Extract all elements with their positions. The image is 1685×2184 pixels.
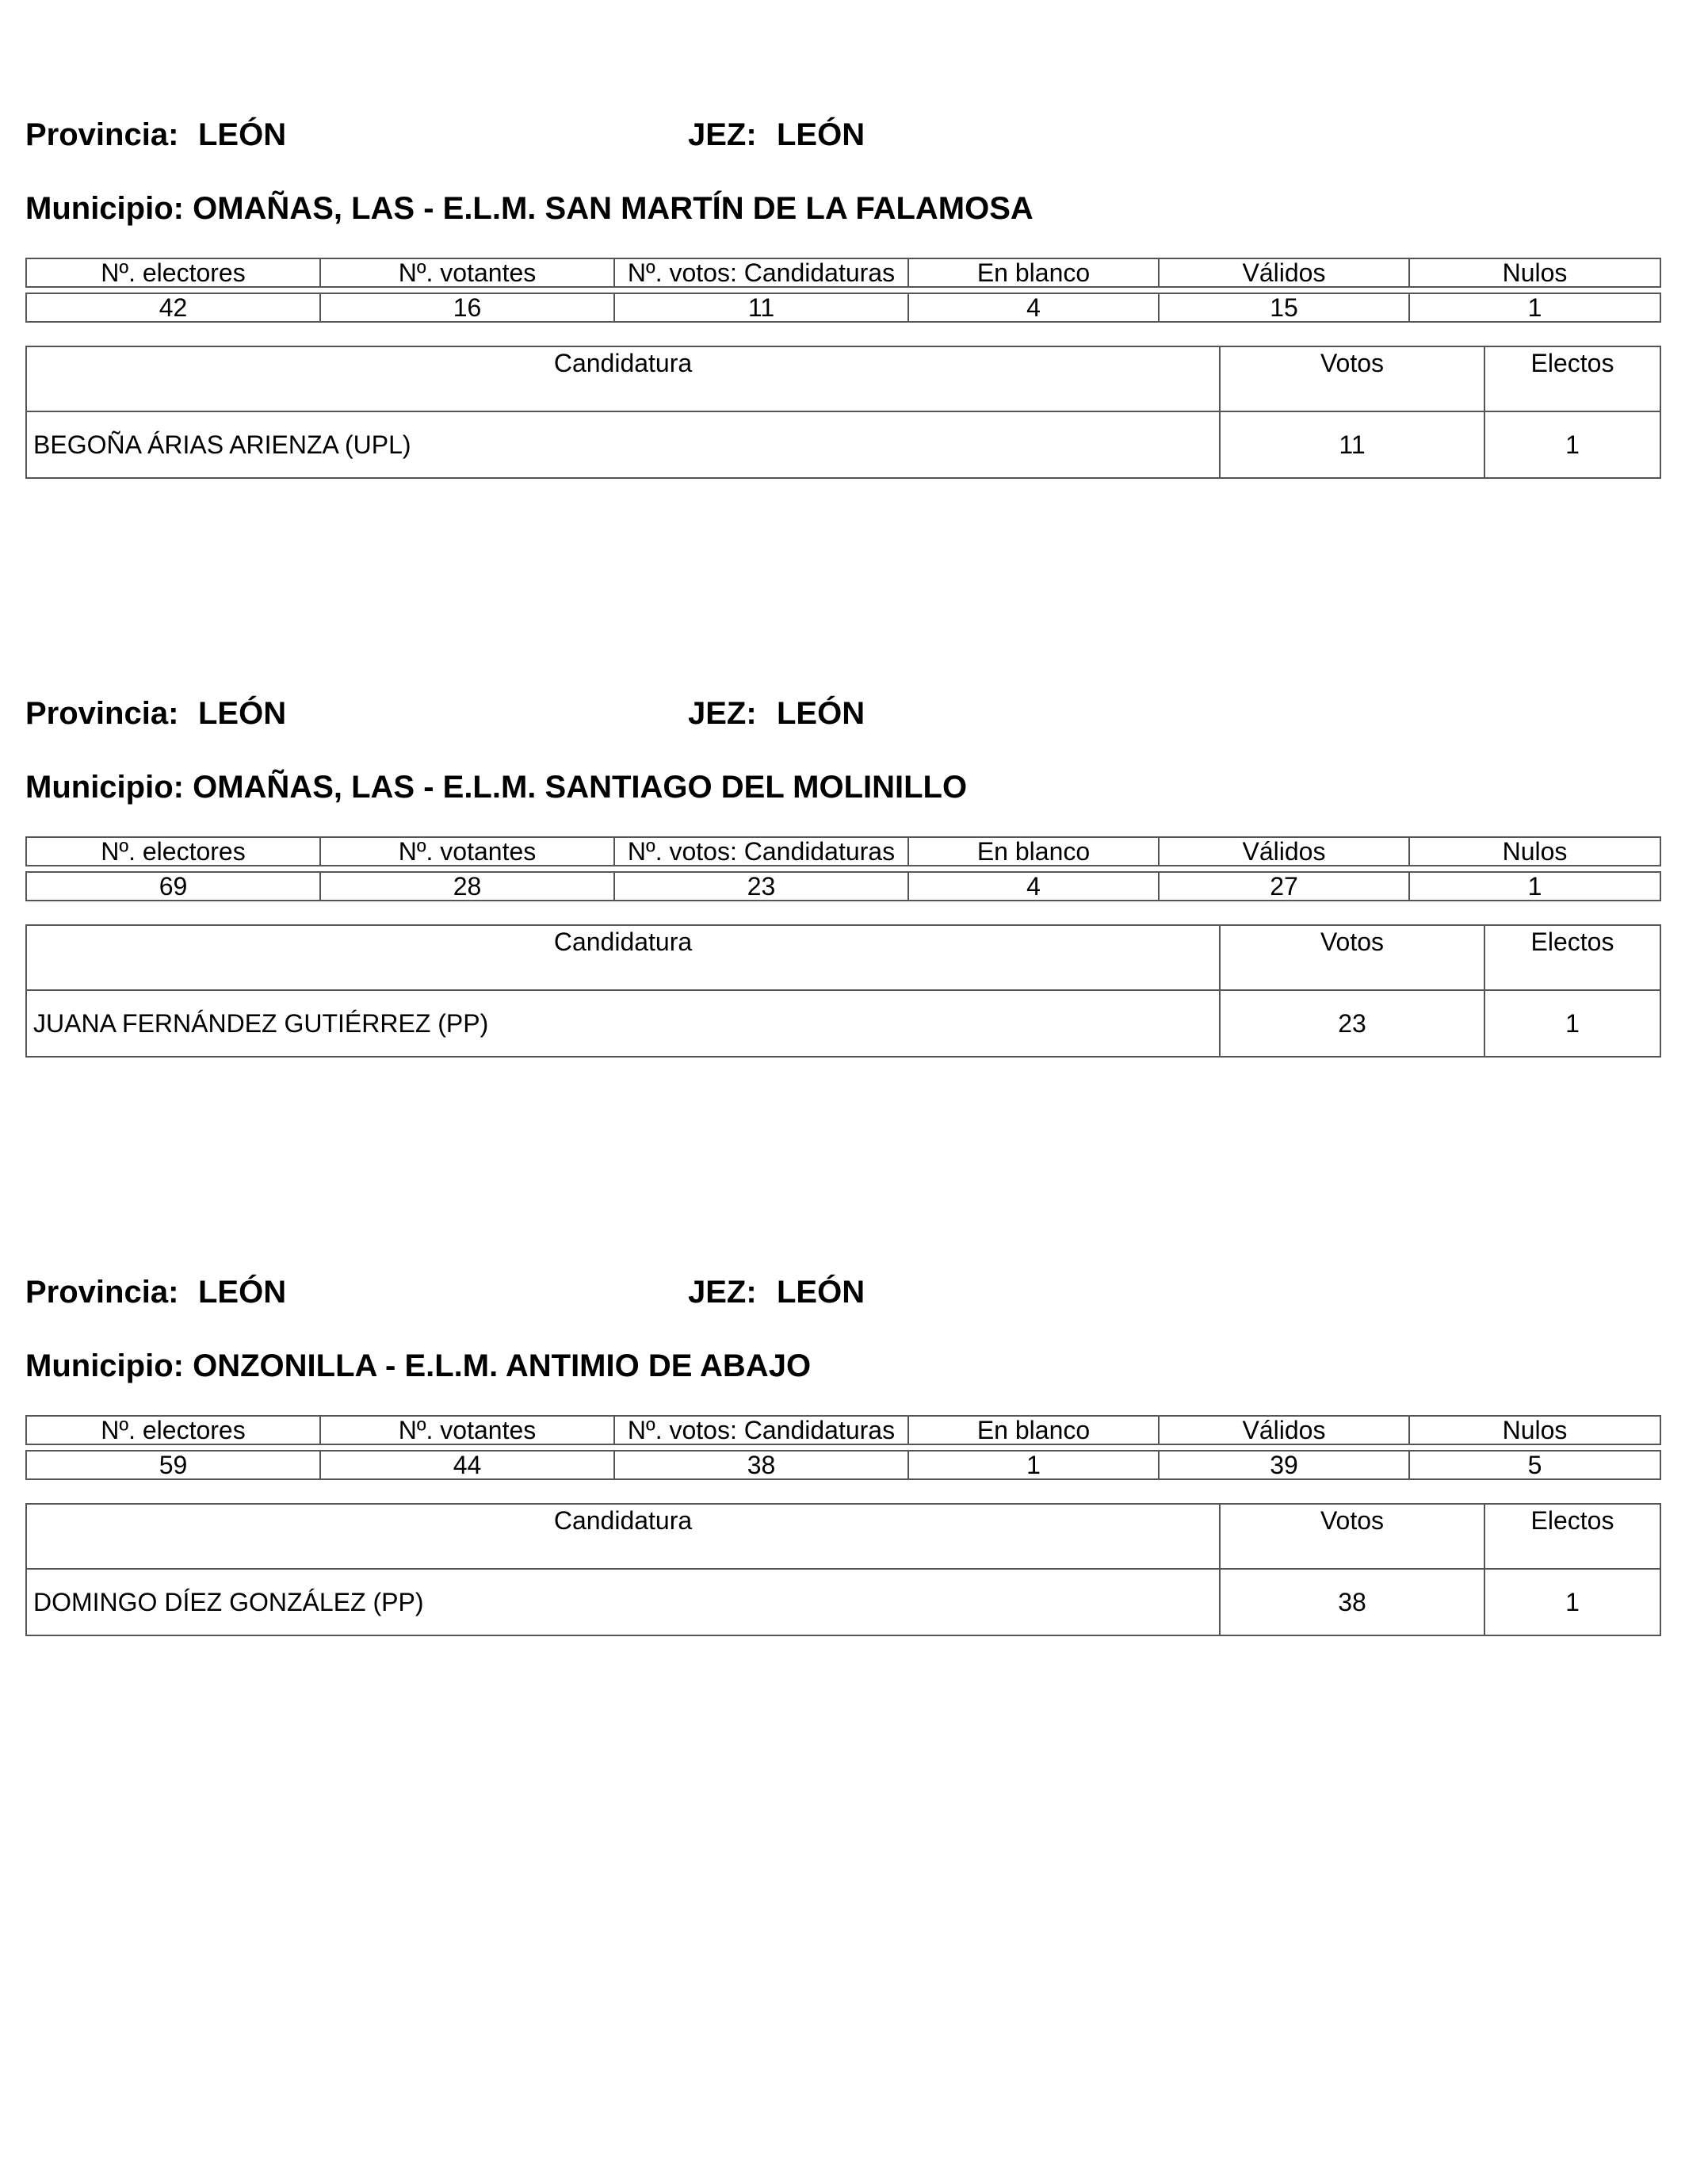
stats-header-cell: Nº. electores [26, 1416, 320, 1444]
jez-value: LEÓN [777, 696, 865, 731]
candidates-table [25, 1503, 1661, 1636]
stats-value-cell: 28 [320, 872, 614, 901]
stats-table [25, 258, 1661, 323]
candidate-name: BEGOÑA ÁRIAS ARIENZA (UPL) [26, 411, 1220, 478]
stats-header-cell: Válidos [1159, 1416, 1409, 1444]
candidate-name: DOMINGO DÍEZ GONZÁLEZ (PP) [26, 1569, 1220, 1635]
stats-header-cell: En blanco [908, 258, 1159, 287]
stats-value-cell: 4 [908, 293, 1159, 322]
stats-value-cell: 39 [1159, 1451, 1409, 1479]
stats-header-cell: Nº. votantes [320, 837, 614, 866]
votos-header: Votos [1220, 925, 1484, 990]
candidates-table [25, 924, 1661, 1058]
candidatura-header: Candidatura [26, 1504, 1220, 1569]
stats-header-cell: Válidos [1159, 258, 1409, 287]
candidates-header-row [26, 925, 1660, 990]
stats-value-cell: 4 [908, 872, 1159, 901]
jez-label: JEZ: [688, 1275, 757, 1310]
provincia-label: Provincia: [25, 117, 179, 152]
provincia-value: LEÓN [198, 1275, 287, 1310]
stats-value-cell: 1 [1409, 293, 1660, 322]
stats-value-cell: 1 [1409, 872, 1660, 901]
municipio-value: ONZONILLA - E.L.M. ANTIMIO DE ABAJO [193, 1348, 812, 1383]
stats-header-cell: Nº. votantes [320, 258, 614, 287]
stats-value-cell: 27 [1159, 872, 1409, 901]
candidate-electos: 1 [1484, 1569, 1660, 1635]
candidate-votos: 11 [1220, 411, 1484, 478]
votos-header: Votos [1220, 1504, 1484, 1569]
municipio-label: Municipio: [25, 770, 184, 805]
stats-value-row [26, 1451, 1660, 1479]
candidate-row [26, 990, 1660, 1057]
provincia-value: LEÓN [198, 696, 287, 731]
stats-value-cell: 16 [320, 293, 614, 322]
stats-value-cell: 42 [26, 293, 320, 322]
stats-header-cell: En blanco [908, 837, 1159, 866]
candidate-row [26, 1569, 1660, 1635]
municipio-line [25, 1342, 811, 1390]
municipio-label: Municipio: [25, 1348, 184, 1383]
candidates-table [25, 346, 1661, 479]
stats-value-cell: 38 [614, 1451, 908, 1479]
provincia-value: LEÓN [198, 117, 287, 152]
electos-header: Electos [1484, 346, 1660, 411]
stats-header-cell: Nº. electores [26, 837, 320, 866]
candidate-votos: 38 [1220, 1569, 1484, 1635]
municipio-line [25, 763, 967, 811]
stats-header-row [26, 258, 1660, 287]
candidate-electos: 1 [1484, 411, 1660, 478]
stats-table [25, 836, 1661, 901]
stats-header-cell: Nulos [1409, 837, 1660, 866]
stats-value-cell: 23 [614, 872, 908, 901]
stats-value-cell: 5 [1409, 1451, 1660, 1479]
header-line [25, 111, 1660, 159]
stats-gap [26, 287, 1660, 293]
stats-header-cell: Nº. votantes [320, 1416, 614, 1444]
stats-value-cell: 59 [26, 1451, 320, 1479]
candidates-header-row [26, 1504, 1660, 1569]
candidatura-header: Candidatura [26, 925, 1220, 990]
stats-table [25, 1415, 1661, 1480]
provincia-label: Provincia: [25, 696, 179, 731]
stats-value-cell: 1 [908, 1451, 1159, 1479]
jez-label: JEZ: [688, 117, 757, 152]
municipio-label: Municipio: [25, 191, 184, 226]
candidate-row [26, 411, 1660, 478]
stats-header-cell: Nº. votos: Candidaturas [614, 1416, 908, 1444]
votos-header: Votos [1220, 346, 1484, 411]
stats-gap [26, 866, 1660, 872]
electos-header: Electos [1484, 925, 1660, 990]
jez-value: LEÓN [777, 1275, 865, 1310]
stats-value-row [26, 293, 1660, 322]
stats-value-cell: 15 [1159, 293, 1409, 322]
municipio-value: OMAÑAS, LAS - E.L.M. SANTIAGO DEL MOLINILLO [193, 770, 968, 805]
stats-value-cell: 11 [614, 293, 908, 322]
candidate-name: JUANA FERNÁNDEZ GUTIÉRREZ (PP) [26, 990, 1220, 1057]
jez-label: JEZ: [688, 696, 757, 731]
stats-header-row [26, 1416, 1660, 1444]
stats-value-cell: 44 [320, 1451, 614, 1479]
stats-header-cell: Nº. votos: Candidaturas [614, 837, 908, 866]
header-line [25, 1268, 1660, 1316]
jez-value: LEÓN [777, 117, 865, 152]
header-line [25, 690, 1660, 737]
stats-header-cell: Nulos [1409, 258, 1660, 287]
candidatura-header: Candidatura [26, 346, 1220, 411]
stats-gap [26, 1444, 1660, 1451]
stats-header-cell: Válidos [1159, 837, 1409, 866]
municipio-line [25, 185, 1034, 232]
stats-value-cell: 69 [26, 872, 320, 901]
stats-header-row [26, 837, 1660, 866]
stats-value-row [26, 872, 1660, 901]
candidate-votos: 23 [1220, 990, 1484, 1057]
stats-header-cell: Nulos [1409, 1416, 1660, 1444]
municipio-value: OMAÑAS, LAS - E.L.M. SAN MARTÍN DE LA FALAMOSA [193, 191, 1034, 226]
provincia-label: Provincia: [25, 1275, 179, 1310]
stats-header-cell: En blanco [908, 1416, 1159, 1444]
stats-header-cell: Nº. electores [26, 258, 320, 287]
candidates-header-row [26, 346, 1660, 411]
stats-header-cell: Nº. votos: Candidaturas [614, 258, 908, 287]
electos-header: Electos [1484, 1504, 1660, 1569]
candidate-electos: 1 [1484, 990, 1660, 1057]
